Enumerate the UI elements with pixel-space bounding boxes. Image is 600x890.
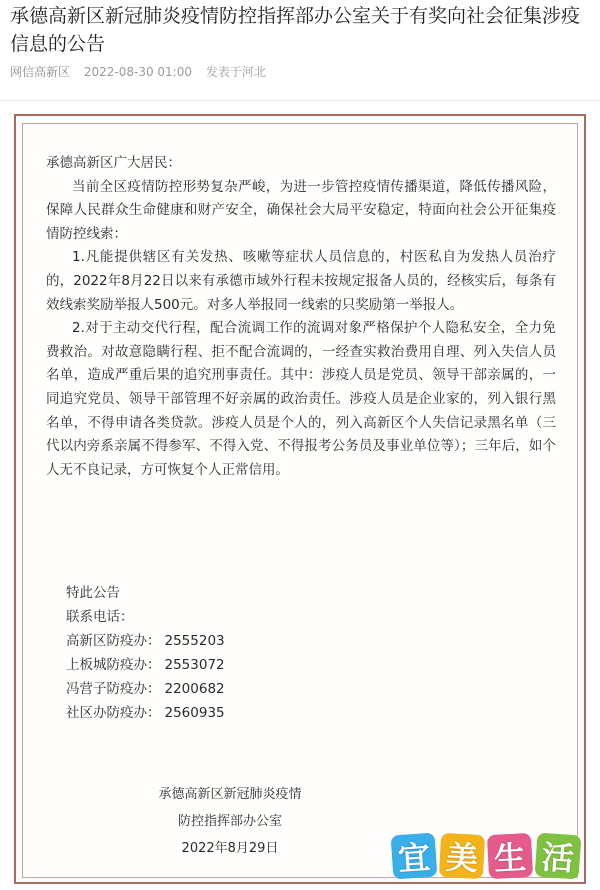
signature-org-line1: 承德高新区新冠肺炎疫情 xyxy=(158,787,302,802)
contact-row xyxy=(66,701,225,725)
contact-row xyxy=(66,677,225,701)
watermark-char: 美 xyxy=(439,833,485,879)
article-location: 发表于河北 xyxy=(205,65,266,79)
contact-name: 高新区防疫办： xyxy=(66,633,161,649)
watermark-logo xyxy=(392,829,592,883)
watermark-char: 活 xyxy=(535,833,582,880)
watermark-char: 宜 xyxy=(391,833,438,880)
notice-body xyxy=(46,152,556,482)
contact-name: 上板城防疫办： xyxy=(66,657,161,673)
contact-heading: 联系电话： xyxy=(66,609,134,625)
notice-paragraph-item-2: 2.对于主动交代行程，配合流调工作的流调对象严格保护个人隐私安全，全力免费救治。对故意隐瞒行程、拒不配合流调的，一经查实救治费用自理、列入失信人员名单，造成严重后果的追究刑事责任。其中：涉疫人员是党员、领导干部亲属的，一同追究党员、领导干部管理不好亲属的政治责任。涉疫人员是企业家的，列入银行黑名单，不得申请各类贷款。涉疫人员是个人的，列入高新区个人失信记录黑名单（三代以内旁系亲属不得参军、不得入党、不得报考公务员及事业单位等）；三年后，如个人无不良记录，方可恢复个人正常信用。 xyxy=(46,320,556,478)
article-meta xyxy=(10,63,276,80)
contact-row xyxy=(66,629,225,653)
signature-org-line2: 防控指挥部办公室 xyxy=(177,814,282,829)
contact-phone: 2200682 xyxy=(164,681,225,697)
watermark-char: 生 xyxy=(487,833,533,879)
contact-name: 社区办防疫办： xyxy=(66,705,161,721)
contact-block xyxy=(66,581,225,725)
article-title: 承德高新区新冠肺炎疫情防控指挥部办公室关于有奖向社会征集涉疫信息的公告 xyxy=(10,5,581,55)
contact-name: 冯营子防疫办： xyxy=(66,681,161,697)
article-source-link[interactable]: 网信高新区 xyxy=(10,65,71,79)
header-divider xyxy=(0,100,600,101)
notice-closing: 特此公告 xyxy=(66,585,120,601)
notice-paragraph-intro: 当前全区疫情防控形势复杂严峻，为进一步管控疫情传播渠道，降低传播风险，保障人民群众生命健康和财产安全，确保社会大局平安稳定，特面向社会公开征集疫情防控线索： xyxy=(46,178,556,242)
contact-row xyxy=(66,653,225,677)
contact-phone: 2560935 xyxy=(164,705,225,721)
contact-phone: 2553072 xyxy=(164,657,225,673)
notice-paragraph-item-1: 1.凡能提供辖区有关发热、咳嗽等症状人员信息的，村医私自为发热人员治疗的，2022年8月22日以来有承德市域外行程未按规定报备人员的，经核实后，每条有效线索奖励举报人500元。对多人举报同一线索的只奖励第一举报人。 xyxy=(46,249,556,313)
article-datetime: 2022-08-30 01:00 xyxy=(83,65,192,79)
signature-date: 2022年8月29日 xyxy=(181,841,279,856)
notice-greeting: 承德高新区广大居民： xyxy=(46,155,181,171)
contact-phone: 2555203 xyxy=(164,633,225,649)
notice-signature xyxy=(130,781,330,862)
